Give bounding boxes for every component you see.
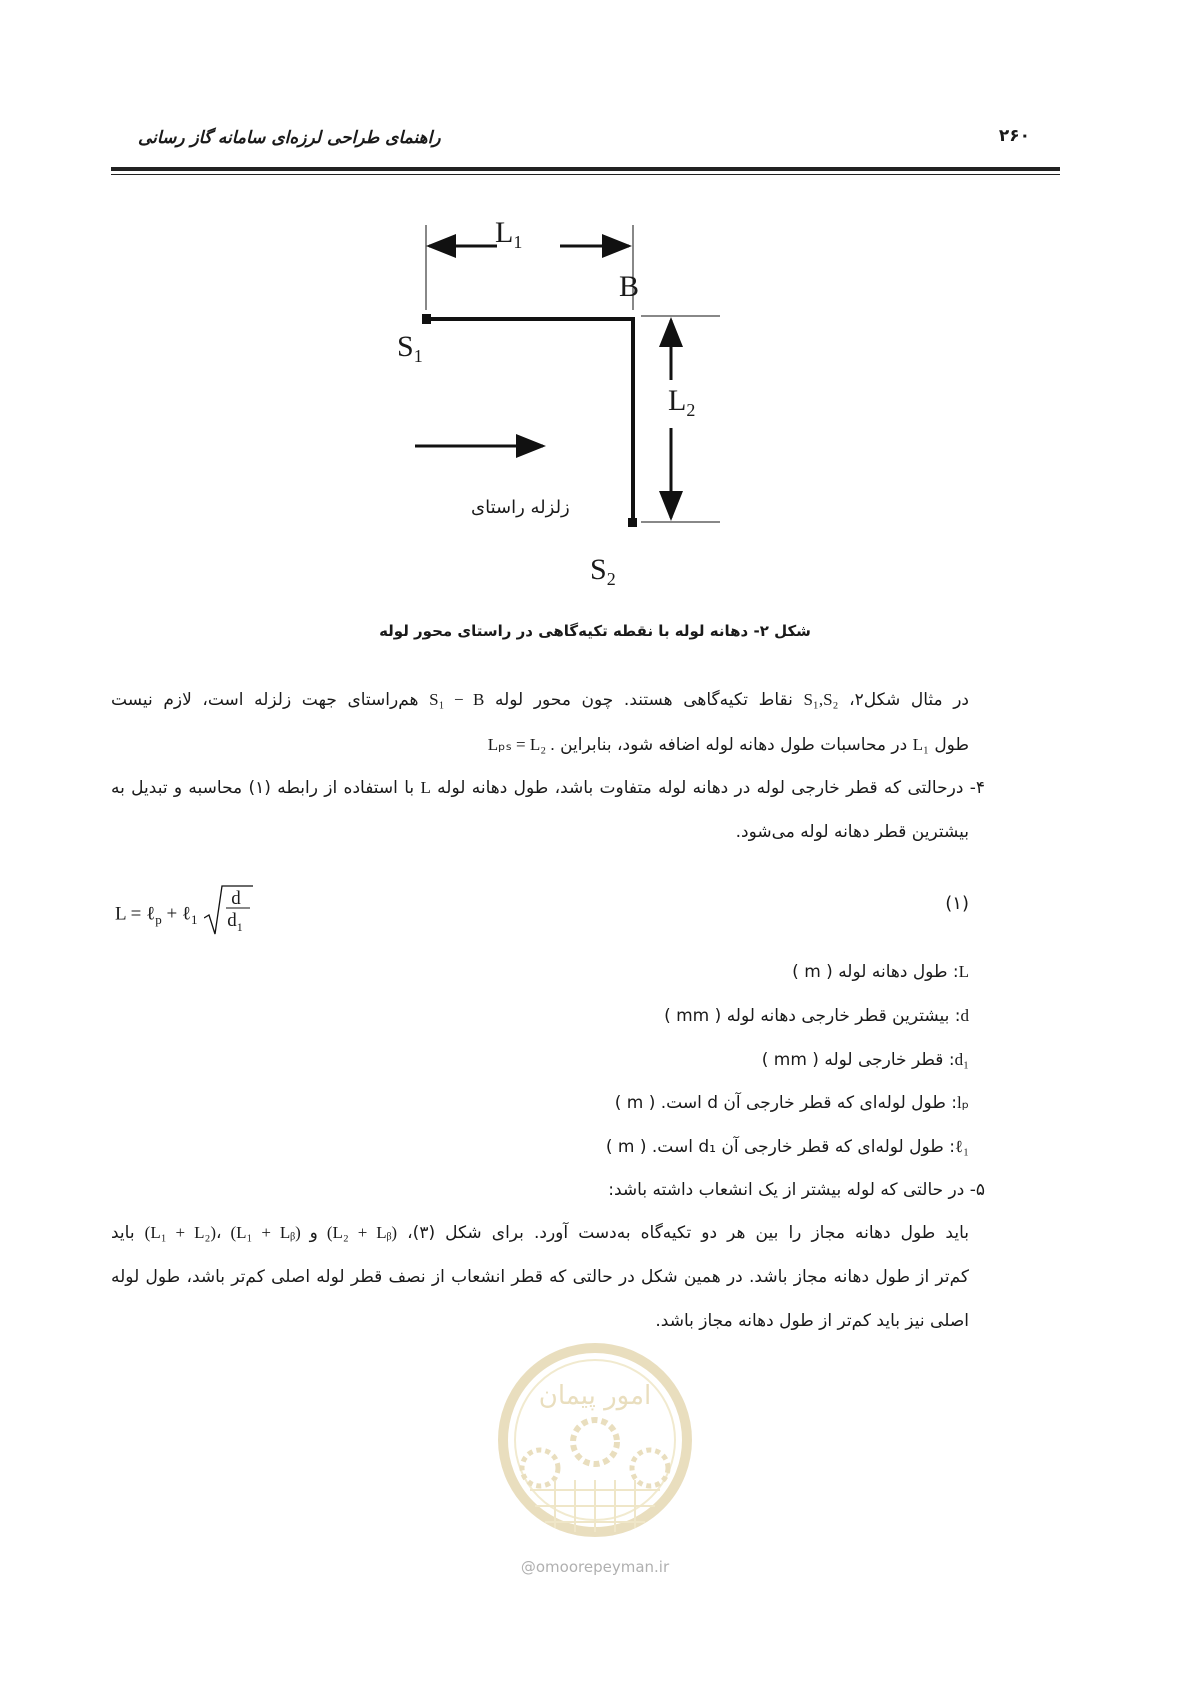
definition-lp: lₚ: طول لوله‌ای که قطر خارجی آن d است. ( m ) xyxy=(614,1093,969,1113)
label-s2: $S_2$ xyxy=(590,553,616,589)
item-4-line: بیشترین قطر دهانه لوله می‌شود. xyxy=(735,822,969,842)
figure-caption: شکل ۲- دهانه لوله با نقطه تکیه‌گاهی در راستای محور لوله xyxy=(379,622,811,640)
running-header-title: راهنمای طراحی لرزه‌ای سامانه گاز رسانی xyxy=(138,128,441,148)
support-s1-marker xyxy=(422,314,431,324)
label-b: B xyxy=(619,270,640,303)
pipe-line xyxy=(427,319,633,522)
item-4-line: ۴- درحالتی که قطر خارجی لوله در دهانه لوله متفاوت باشد، طول دهانه لوله L با استفاده از رابطه (۱) محاسبه و تبدیل به xyxy=(111,778,985,798)
svg-text:امور پیمان: امور پیمان xyxy=(538,1381,652,1411)
watermark-emblem xyxy=(495,1340,695,1555)
earthquake-direction-label: زلزله راستای xyxy=(471,497,570,518)
label-l2: $L_2$ xyxy=(668,384,696,420)
item-5-line: ۵- در حالتی که لوله بیشتر از یک انشعاب داشته باشد: xyxy=(608,1180,985,1200)
header-rule-thin xyxy=(111,174,1060,175)
header-rule xyxy=(111,167,1060,171)
equation-1: L = ℓ$_p$ + ℓ$_1$ d $d_1$ xyxy=(115,892,254,938)
label-s1: $S_1$ xyxy=(397,330,423,366)
definition-d1: d₁: قطر خارجی لوله ( mm ) xyxy=(761,1050,969,1070)
watermark-logo xyxy=(495,1340,695,1580)
equation-number: (۱) xyxy=(945,893,969,914)
paragraph-line: طول L₁ در محاسبات طول دهانه لوله اضافه شود، بنابراین Lₚₛ = L₂ . xyxy=(487,735,969,755)
definition-l: L: طول دهانه لوله ( m ) xyxy=(792,962,969,982)
item-5-line: اصلی نیز باید کم‌تر از طول دهانه مجاز باشد. xyxy=(655,1311,969,1331)
definition-d: d: بیشترین قطر خارجی دهانه لوله ( mm ) xyxy=(664,1006,969,1026)
watermark-text: @omoorepeyman.ir xyxy=(520,1558,670,1576)
support-s2-marker xyxy=(628,518,637,527)
definition-l1: ℓ₁: طول لوله‌ای که قطر خارجی آن d₁ است. ( m ) xyxy=(605,1137,969,1157)
page-number: ۲۶۰ xyxy=(998,126,1030,146)
pipe-span-diagram xyxy=(415,216,775,600)
item-5-line: باید طول دهانه مجاز را بین هر دو تکیه‌گاه به‌دست آورد. برای شکل (۳)، (L₁ + L₂)، (L₁ + Lᵦ) و (L₂ + Lᵦ) باید xyxy=(111,1223,969,1243)
label-l1: $L_1$ xyxy=(495,216,523,252)
pipe-span-figure xyxy=(397,216,775,600)
paragraph-line: در مثال شکل۲، S₁,S₂ نقاط تکیه‌گاهی هستند. چون محور لوله S₁ − B هم‌راستای جهت زلزله است، لازم نیست xyxy=(111,690,970,710)
item-5-line: کم‌تر از طول دهانه مجاز باشد. در همین شکل در حالتی که قطر انشعاب از نصف قطر لوله اصلی کم‌تر باشد، طول لوله xyxy=(111,1267,969,1287)
